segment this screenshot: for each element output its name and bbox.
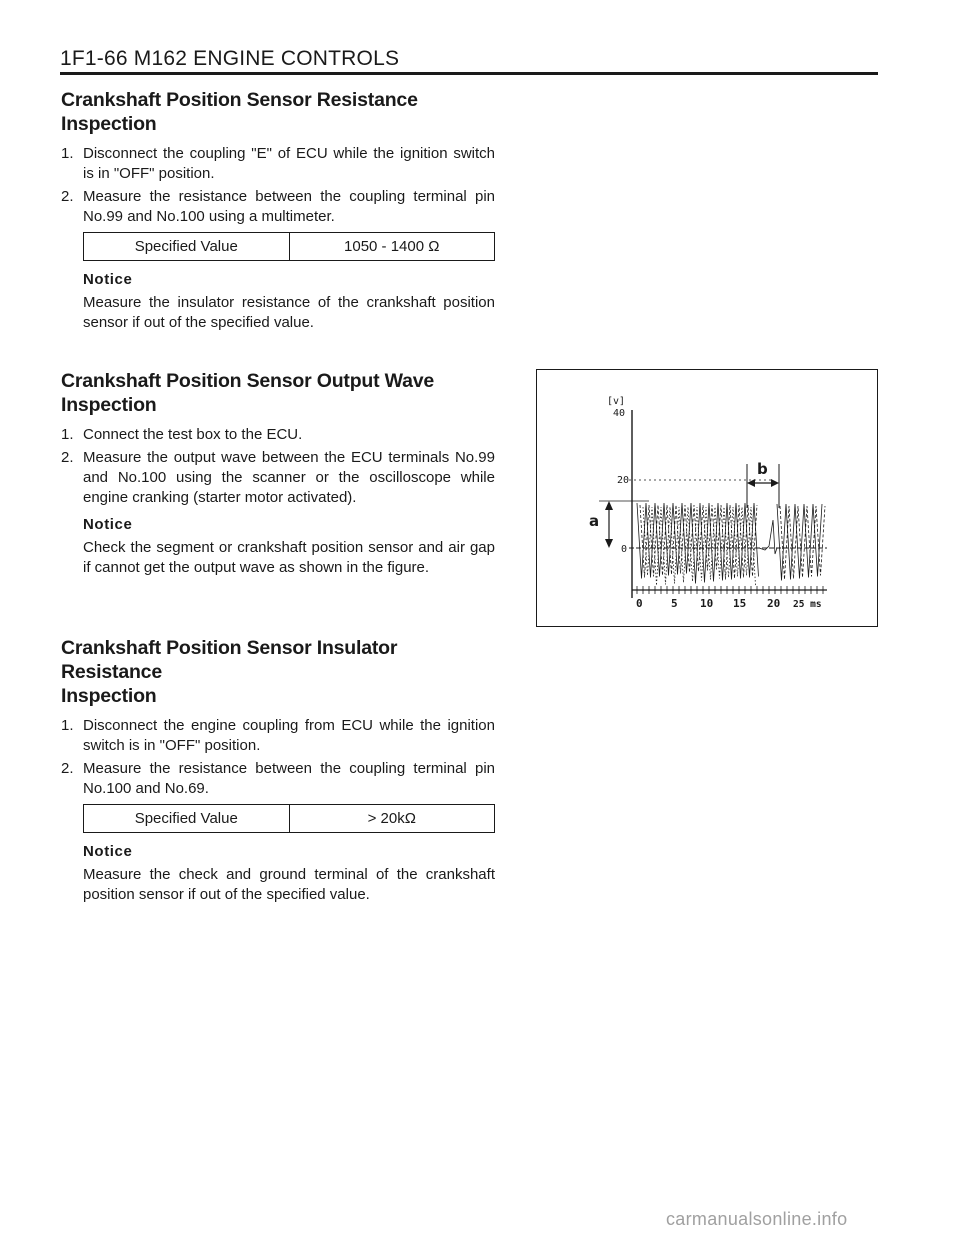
page-header: 1F1-66 M162 ENGINE CONTROLS <box>60 47 400 70</box>
step-text: Disconnect the coupling "E" of ECU while the ignition switch is in "OFF" position. <box>83 145 495 182</box>
step-number: 2. <box>61 449 74 466</box>
spec-table <box>83 232 495 261</box>
step-item <box>61 144 495 184</box>
step-item <box>61 716 495 756</box>
section-heading <box>61 369 495 417</box>
notice-text: Measure the insulator resistance of the crankshaft position sensor if out of the specified value. <box>83 294 495 331</box>
step-number: 1. <box>61 426 74 443</box>
heading-line-2: Inspection <box>61 394 157 416</box>
arrow-head-up <box>605 501 613 510</box>
step-text: Connect the test box to the ECU. <box>83 426 303 443</box>
x-tick-label: 25 ms <box>793 599 822 610</box>
x-tick-label: 20 <box>767 597 781 610</box>
x-tick-label: 15 <box>733 597 747 610</box>
notice-title: Notice <box>83 843 133 860</box>
notice-title: Notice <box>83 271 133 288</box>
spec-value: > 20kΩ <box>289 805 495 833</box>
y-tick-label: 0 <box>621 544 628 555</box>
notice-text: Check the segment or crankshaft position sensor and air gap if cannot get the output wave as shown in the figure. <box>83 539 495 576</box>
section-resistance-inspection <box>61 88 495 333</box>
step-text: Measure the resistance between the coupling terminal pin No.99 and No.100 using a multimeter. <box>83 188 495 225</box>
x-tick-label: 0 <box>636 597 643 610</box>
step-text: Measure the resistance between the coupling terminal pin No.100 and No.69. <box>83 760 495 797</box>
step-text: Disconnect the engine coupling from ECU while the ignition switch is in "OFF" position. <box>83 717 495 754</box>
section-heading <box>61 636 495 708</box>
spec-label: Specified Value <box>84 233 290 261</box>
waveform-diagram <box>537 370 877 626</box>
step-item <box>61 759 495 799</box>
arrow-head-down <box>605 539 613 548</box>
section-insulator-resistance-inspection <box>61 636 495 905</box>
heading-line-2: Inspection <box>61 113 157 135</box>
heading-line-1: Crankshaft Position Sensor Output Wave <box>61 370 435 392</box>
step-item <box>61 448 495 508</box>
wave-gap <box>759 520 777 554</box>
y-tick-label: 40 <box>613 408 626 419</box>
x-tick-label: 10 <box>700 597 714 610</box>
arrow-head-right <box>771 479 779 487</box>
waveform-trace <box>637 503 825 586</box>
notice-title: Notice <box>83 516 133 533</box>
header-rule <box>60 72 878 75</box>
step-number: 1. <box>61 145 74 162</box>
section-heading <box>61 88 495 136</box>
label-a: a <box>589 512 600 530</box>
heading-line-2: Inspection <box>61 685 157 707</box>
step-text: Measure the output wave between the ECU terminals No.99 and No.100 using the scanner or the oscilloscope while engine cranking (starter motor activated). <box>83 449 495 506</box>
spec-value: 1050 - 1400 Ω <box>289 233 495 261</box>
step-item <box>61 187 495 227</box>
step-item <box>61 425 495 445</box>
y-tick-label: 20 <box>617 475 630 486</box>
x-tick-label: 5 <box>671 597 678 610</box>
step-number: 2. <box>61 188 74 205</box>
step-number: 2. <box>61 760 74 777</box>
step-number: 1. <box>61 717 74 734</box>
watermark: carmanualsonline.info <box>666 1209 848 1229</box>
y-unit-label: [v] <box>607 396 626 407</box>
waveform-figure <box>536 369 878 627</box>
heading-line-1: Crankshaft Position Sensor Insulator Resistance <box>61 637 398 683</box>
notice-text: Measure the check and ground terminal of the crankshaft position sensor if out of the specified value. <box>83 866 495 903</box>
spec-label: Specified Value <box>84 805 290 833</box>
heading-line-1: Crankshaft Position Sensor Resistance <box>61 89 418 111</box>
label-b: b <box>757 460 768 478</box>
spec-table <box>83 804 495 833</box>
section-output-wave-inspection <box>61 369 495 578</box>
